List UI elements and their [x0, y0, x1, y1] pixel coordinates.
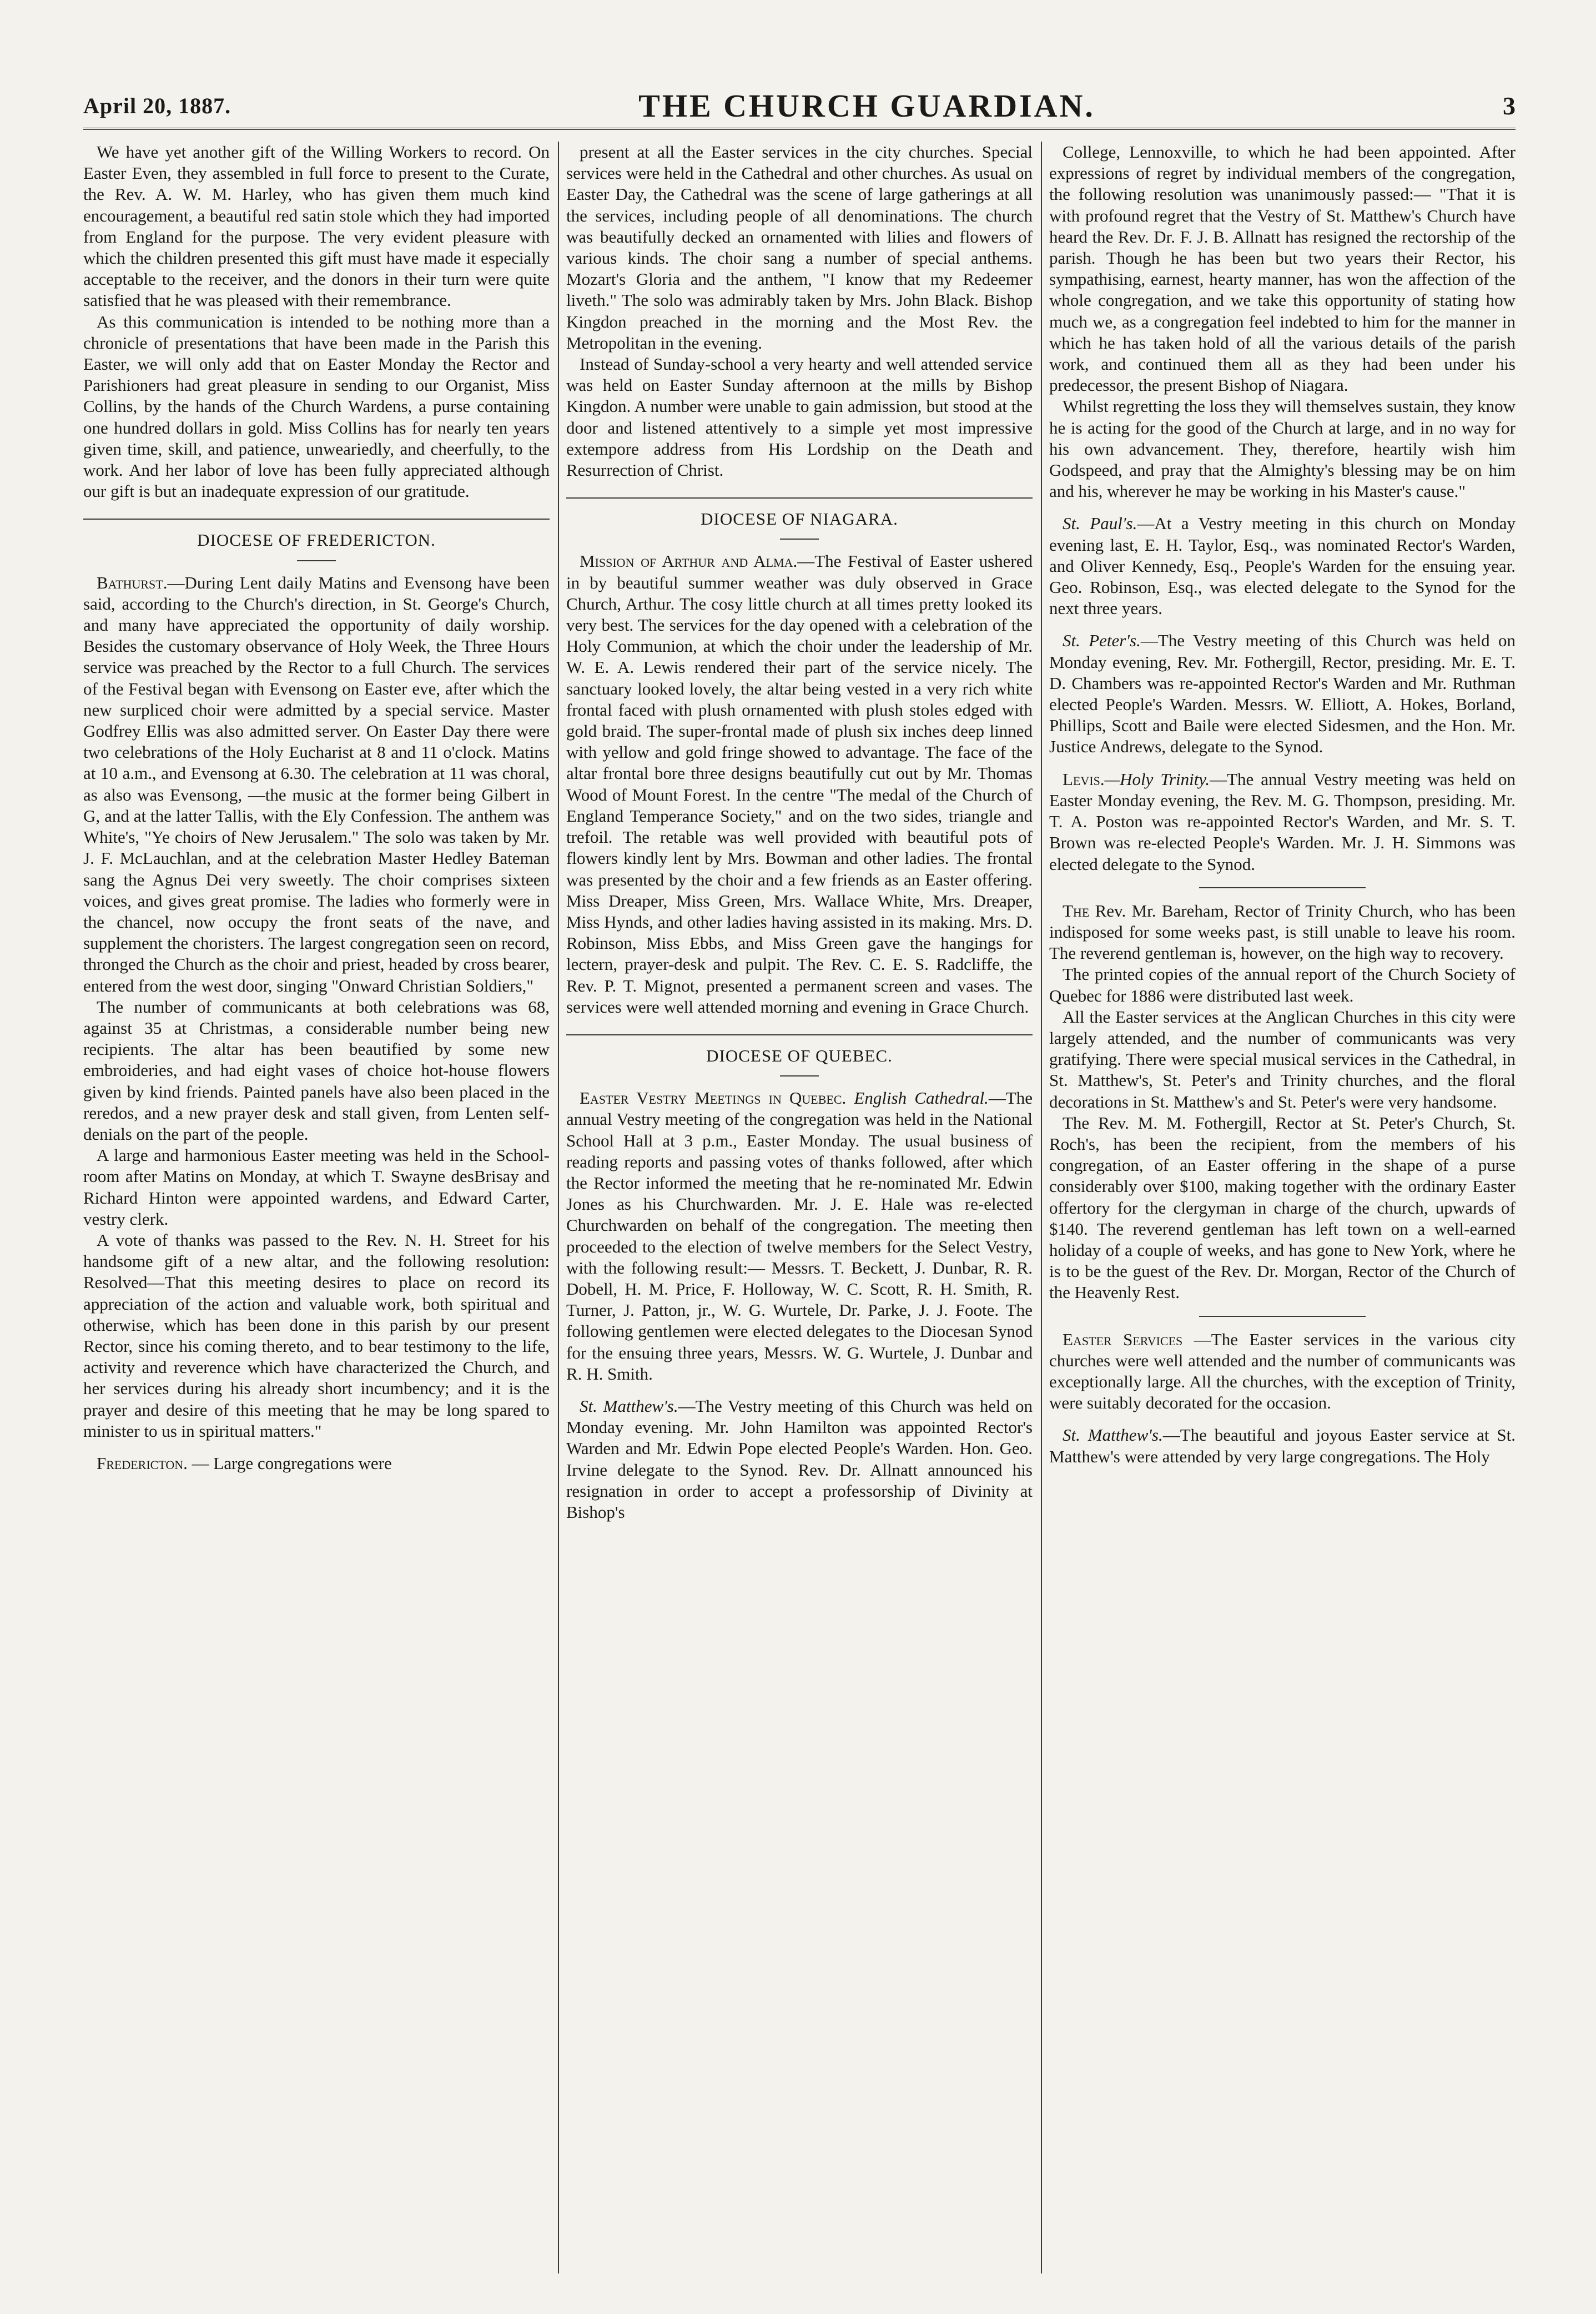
article-paragraph: A vote of thanks was passed to the Rev. N. H. Street for his handsome gift of a new altar, and the following resolution: Resolved—That this meeting desires to place on record its appreciation of the action and valuable work, both spiritual and otherwise, which has been done in this parish by our present Rector, since his coming thereto, and to bear testimony to the life, activity and reverence which have characterized the Church, and her services during his already short incumbency; and it is the prayer and desire of this meeting that he may be long spared to minister to us in spiritual matters.": [83, 1230, 550, 1441]
section-heading-text: DIOCESE OF QUEBEC.: [706, 1045, 893, 1065]
article-paragraph: Whilst regretting the loss they will themselves sustain, they know he is acting for the good of the Church at large, and in no way for his own advancement. They, therefore, heartily wish him Godspeed, and pray that the Almighty's blessing may be on him and his, wherever he may be working in his Master's cause.": [1049, 396, 1516, 501]
article-paragraph: As this communication is intended to be nothing more than a chronicle of presentations that have been made in the Parish this Easter, we will only add that on Easter Monday the Rector and Parishioners had great pleasure in sending to our Organist, Miss Collins, by the hands of the Church Wardens, a purse containing one hundred dollars in gold. Miss Collins has for nearly ten years given time, skill, and patience, unweariedly, and cheerfully, to the work. And her labor of love has been fully appreciated although our gift is but an inadequate expression of our gratitude.: [83, 311, 550, 501]
paragraph-lead: The: [1063, 901, 1090, 920]
paragraph-text: —At a Vestry meeting in this church on Monday evening last, E. H. Taylor, Esq., was nominated Rector's Warden, and Oliver Kennedy, Esq., People's Warden for the ensuing year. Geo. Robinson, Esq., was elected delegate to the Synod for the next three years.: [1049, 514, 1516, 618]
article-paragraph: Instead of Sunday-school a very hearty and well attended service was held on Easter Sunday afternoon at the mills by Bishop Kingdon. A number were unable to gain admission, but stood at the door and listened attentively to a simple yet most impressive extempore address from His Lordship on the Death and Resurrection of Christ.: [566, 354, 1033, 480]
heading-dash: [780, 539, 819, 540]
spacer: [1049, 758, 1516, 769]
paragraph-lead: St. Peter's.: [1063, 631, 1141, 651]
article-paragraph: [566, 1396, 1033, 1523]
column-divider: [558, 142, 559, 2273]
article-paragraph: All the Easter services at the Anglican Churches in this city were largely attended, and the number of communicants was very gratifying. There were special musical services in the Cathedral, in St. Matthew's, St. Peter's and Trinity churches, and the floral decorations in St. Matthew's and St. Peter's were very handsome.: [1049, 1007, 1516, 1111]
article-paragraph: [83, 572, 550, 997]
article-paragraph: The Rev. M. M. Fothergill, Rector at St. Peter's Church, St. Roch's, has been the recipient, from the members of his congregation, of an Easter offering in the shape of a purse considerably over $100, making together with the ordinary Easter offertory for the clergyman in charge of the church, upwards of $140. The reverend gentleman has left town on a well-earned holiday of a couple of weeks, and has gone to New York, where he is to be the guest of the Rev. Dr. Morgan, Rector of the Church of the Heavenly Rest.: [1049, 1113, 1516, 1302]
separator-rule: [1199, 887, 1366, 888]
paragraph-text: —The annual Vestry meeting of the congregation was held in the National School Hall at 3 p.m., Easter Monday. The usual business of reading reports and passing votes of thanks followed, after which the Rector informed the meeting that he re-nominated Mr. Edwin Jones as his Churchwarden. Mr. J. E. Hale was re-elected Churchwarden on behalf of the congregation. The meeting then proceeded to the election of twelve members for the Select Vestry, with the following result:— Messrs. T. Beckett, J. Dunbar, R. R. Dobell, H. M. Price, F. Holloway, W. C. Scott, R. H. Smith, R. Turner, J. Patton, jr., W. G. Wurtele, Dr. Parke, J. J. Foote. The following gentlemen were elected delegates to the Diocesan Synod for the ensuing three years, Messrs. W. G. Wurtele, J. Dunbar and R. H. Smith.: [566, 1088, 1033, 1384]
article-paragraph: [1049, 1425, 1516, 1467]
paragraph-lead: St. Matthew's.: [1063, 1425, 1163, 1445]
paragraph-text: —The annual Vestry meeting was held on Easter Monday evening, the Rev. M. G. Thompson, presiding. Mr. T. A. Poston was re-appointed Rector's Warden, and Mr. S. T. Brown was re-elected People's Warden. Mr. J. H. Simmons was elected delegate to the Synod.: [1049, 769, 1516, 874]
section-heading: [83, 519, 550, 561]
paragraph-lead: Levis.: [1063, 769, 1105, 789]
spacer: [1049, 619, 1516, 630]
article-paragraph: The number of communicants at both celebrations was 68, against 35 at Christmas, a considerable number being new recipients. The altar has been beautified by some new embroideries, and had eight vases of choice hot-house flowers given by kind friends. Painted panels have also been placed in the reredos, and a new prayer desk and stall given, from Lenten self-denials on the part of the people.: [83, 997, 550, 1144]
article-paragraph: The printed copies of the annual report of the Church Society of Quebec for 1886 were distributed last week.: [1049, 964, 1516, 1005]
heading-dash: [297, 560, 336, 561]
heading-dash: [780, 1075, 819, 1076]
article-paragraph: [83, 1453, 550, 1474]
article-paragraph: [566, 551, 1033, 1017]
paragraph-text: —The Vestry meeting of this Church was held on Monday evening, Rev. Mr. Fothergill, Rector, presiding. Mr. E. T. D. Chambers was re-appointed Rector's Warden and Mr. Ruthman elected People's Warden. Messrs. W. Elliott, A. Hokes, Borland, Phillips, Scott and Baile were elected Sidesmen, and the Hon. Mr. Justice Andrews, delegate to the Synod.: [1049, 631, 1516, 757]
newspaper-title: THE CHURCH GUARDIAN.: [638, 87, 1095, 124]
column-3: [1049, 142, 1516, 2273]
article-paragraph: College, Lennoxville, to which he had been appointed. After expressions of regret by individual members of the congregation, the following resolution was unanimously passed:— "That it is with profound regret that the Vestry of St. Matthew's Church have heard the Rev. Dr. F. J. B. Allnatt has resigned the rectorship of the parish. Though he has been but two years their Rector, his sympathising, earnest, hearty manner, has won the affection of the whole congregation, and we take this opportunity of stating how much we, as a congregation feel indebted to him for the manner in which he has taken hold of all the various details of the parish work, and continued them all as they had been under his predecessor, the present Bishop of Niagara.: [1049, 142, 1516, 395]
column-2: [566, 142, 1033, 2273]
column-divider: [1041, 142, 1042, 2273]
spacer: [566, 1385, 1033, 1396]
column-1: [83, 142, 550, 2273]
spacer: [1049, 1413, 1516, 1425]
spacer: [83, 1442, 550, 1453]
paragraph-text: Rev. Mr. Bareham, Rector of Trinity Church, who has been indisposed for some weeks past, is still unable to leave his room. The reverend gentleman is, however, on the high way to recovery.: [1049, 901, 1516, 963]
paragraph-lead: Fredericton.: [97, 1453, 188, 1473]
paragraph-text: —During Lent daily Matins and Evensong have been said, according to the Church's direction, in St. George's Church, and many have appreciated the opportunity of daily worship. Besides the customary observance of Holy Week, the Three Hours service was preached by the Rector to a full Church. The services of the Festival began with Evensong on Easter eve, after which the new surpliced choir were admitted by a special service. Master Godfrey Ellis was also admitted server. On Easter Day there were two celebrations of the Holy Eucharist at 8 and 11 o'clock. Matins at 10 a.m., and Evensong at 6.30. The celebration at 11 was choral, as also was Evensong, —the music at the former being Gilbert in G, and at the latter Tallis, with the Ely Confession. The anthem was White's, "Ye choirs of New Jerusalem." The solo was taken by Mr. J. F. McLauchlan, and at the celebration Master Hedley Bateman sang the Agnus Dei very sweetly. The choir comprises sixteen voices, and gives great promise. The ladies who formerly were in the chancel, now occupy the front seats of the nave, and supplement the choristers. The largest congregation seen on record, thronged the Church as the choir and priest, headed by cross bearer, entered from the west door, singing "Onward Christian Soldiers,": [83, 572, 550, 995]
article-paragraph: [1049, 630, 1516, 757]
page-number: 3: [1502, 91, 1516, 120]
section-heading: [566, 1034, 1033, 1076]
section-heading-text: DIOCESE OF FREDERICTON.: [197, 530, 436, 550]
article-paragraph: [1049, 901, 1516, 964]
article-paragraph: We have yet another gift of the Willing Workers to record. On Easter Even, they assembled in full force to present to the Curate, the Rev. A. W. M. Harley, who has given them much kind encouragement, a beautiful red satin stole which they had imported from England for the purpose. The very evident pleasure with which the children presented this gift must have made it especially acceptable to the receiver, and the donors in their turn were quite satisfied that he was pleased with their remembrance.: [83, 142, 550, 310]
paragraph-lead: Bathurst.: [97, 572, 168, 592]
section-heading-text: DIOCESE OF NIAGARA.: [701, 509, 898, 529]
paragraph-lead: Mission of Arthur and Alma.: [580, 551, 798, 571]
separator-rule: [1199, 1316, 1366, 1317]
paragraph-lead: Easter Vestry Meetings in Quebec.: [580, 1088, 847, 1108]
paragraph-text: — Large congregations were: [187, 1453, 392, 1473]
paragraph-text: —The Festival of Easter ushered in by beautiful summer weather was duly observed in Grace Church, Arthur. The cosy little church at all times pretty looked its very best. The services for the day opened with a celebration of the Holy Communion, at which the choir under the leadership of Mr. W. E. A. Lewis rendered their part of the service nicely. The sanctuary looked lovely, the altar being vested in a very rich white frontal faced with plush ornamented with plush stoles edged with gold braid. The super-frontal made of plush six inches deep linned with yellow and gold fringe showed to advantage. The face of the altar frontal bore three designs beautifully cut out by Mr. Thomas Wood of Mount Forest. In the centre "The medal of the Church of England Temperance Society," and on the two sides, triangle and trefoil. The retable was well provided with beautiful pots of flowers kindly lent by Mrs. Bowman and other ladies. The frontal was presented by the choir and a few friends as an Easter offering. Miss Dreaper, Miss Green, Mrs. Wallace White, Mrs. Dreaper, Miss Hynds, and other ladies having assisted in its making. Mrs. D. Robinson, Miss Ebbs, and Miss Green gave the hangings for lectern, prayer-desk and pulpit. The Rev. C. E. S. Radcliffe, the Rev. P. T. Mignot, presented a permanent screen and vases. The services were well attended morning and evening in Grace Church.: [566, 551, 1033, 1017]
article-paragraph: [1049, 769, 1516, 875]
article-paragraph: [1049, 513, 1516, 619]
article-paragraph: present at all the Easter services in the city churches. Special services were held in the Cathedral and other churches. As usual on Easter Day, the Cathedral was the scene of large gatherings at all the services, including people of all denominations. The church was beautifully decked an ornamented with lilies and flowers of various kinds. The choir sang a number of special anthems. Mozart's Gloria and the anthem, "I know that my Redeemer liveth." The solo was admirably taken by Mrs. John Black. Bishop Kingdon preached in the morning and the Most Rev. the Metropolitan in the evening.: [566, 142, 1033, 353]
paragraph-lead: Easter Services: [1063, 1329, 1183, 1349]
article-paragraph: A large and harmonious Easter meeting was held in the School-room after Matins on Monday, at which T. Swayne desBrisay and Richard Hinton were appointed wardens, and Edward Carter, vestry clerk.: [83, 1145, 550, 1229]
paragraph-text: —The Vestry meeting of this Church was held on Monday evening. Mr. John Hamilton was appointed Rector's Warden and Mr. Edwin Pope elected People's Warden. Hon. Geo. Irvine delegate to the Synod. Rev. Dr. Allnatt announced his resignation in order to accept a professorship of Divinity at Bishop's: [566, 1396, 1033, 1522]
paragraph-lead: St. Paul's.: [1063, 514, 1137, 534]
paragraph-text: —The beautiful and joyous Easter service at St. Matthew's were attended by very large congregations. The Holy: [1049, 1425, 1516, 1466]
article-paragraph: [1049, 1329, 1516, 1414]
paragraph-subhead: —Holy Trinity.: [1104, 769, 1210, 789]
spacer: [1049, 502, 1516, 513]
article-paragraph: [566, 1088, 1033, 1385]
section-heading: [566, 497, 1033, 540]
paragraph-subhead: English Cathedral.: [854, 1088, 989, 1108]
issue-date: April 20, 1887.: [83, 93, 231, 118]
paragraph-text: —The Easter services in the various city churches were well attended and the number of communicants was exceptionally large. All the churches, with the exception of Trinity, were suitably decorated for the occasion.: [1049, 1329, 1516, 1413]
masthead: [83, 83, 1516, 130]
paragraph-lead: St. Matthew's.: [580, 1396, 678, 1416]
